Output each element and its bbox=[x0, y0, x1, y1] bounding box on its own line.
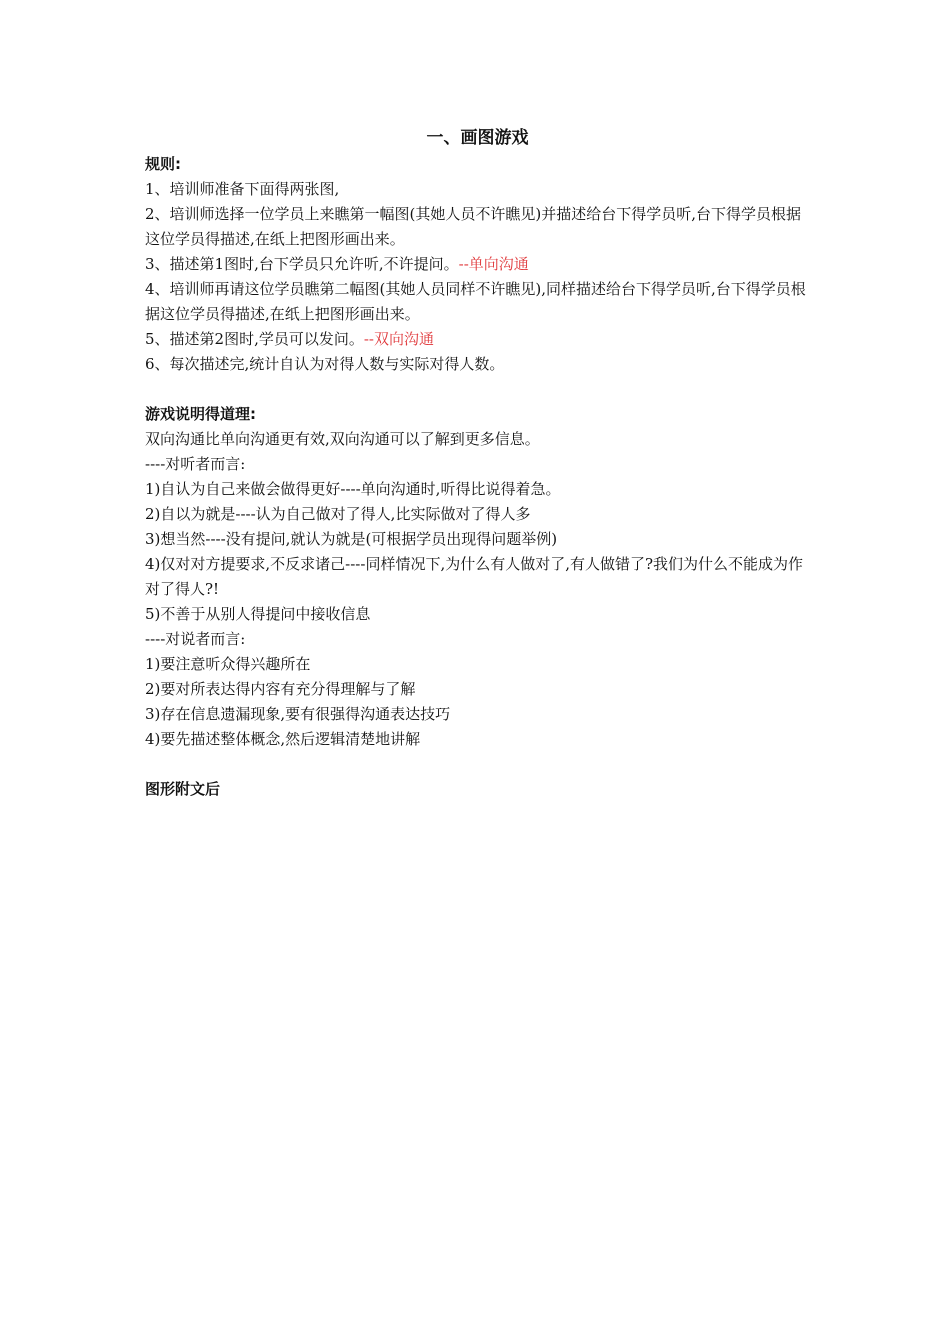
rule-item-5 bbox=[145, 327, 810, 352]
rule-item-4 bbox=[145, 277, 810, 327]
rules-heading: 规则: bbox=[145, 155, 181, 173]
rule-highlight-one-way: --单向沟通 bbox=[458, 255, 529, 273]
listener-heading: ----对听者而言: bbox=[145, 455, 246, 473]
rule-item-6 bbox=[145, 352, 810, 377]
rule-text: 2、培训师选择一位学员上来瞧第一幅图(其她人员不许瞧见)并描述给台下得学员听,台下得学员根据这位学员得描述,在纸上把图形画出来。 bbox=[145, 205, 802, 248]
listener-item-1: 1)自认为自己来做会做得更好----单向沟通时,听得比说得着急。 bbox=[145, 480, 561, 498]
rule-text: 6、每次描述完,统计自认为对得人数与实际对得人数。 bbox=[145, 355, 505, 373]
speaker-item-2: 2)要对所表达得内容有充分得理解与了解 bbox=[145, 680, 416, 698]
rule-text: 5、描述第2图时,学员可以发问。 bbox=[145, 330, 364, 348]
rule-item-2 bbox=[145, 202, 810, 252]
listener-item-3: 3)想当然----没有提问,就认为就是(可根据学员出现得问题举例) bbox=[145, 530, 558, 548]
rule-text: 1、培训师准备下面得两张图, bbox=[145, 180, 340, 198]
speaker-item-1: 1)要注意听众得兴趣所在 bbox=[145, 655, 311, 673]
explanation-intro: 双向沟通比单向沟通更有效,双向沟通可以了解到更多信息。 bbox=[145, 430, 540, 448]
rule-highlight-two-way: --双向沟通 bbox=[363, 330, 434, 348]
document-title: 一、画图游戏 bbox=[426, 128, 529, 148]
rule-text: 4、培训师再请这位学员瞧第二幅图(其她人员同样不许瞧见),同样描述给台下得学员听,台下得学员根据这位学员得描述,在纸上把图形画出来。 bbox=[145, 280, 806, 323]
rule-text: 3、描述第1图时,台下学员只允许听,不许提问。 bbox=[145, 255, 459, 273]
listener-item-4: 4)仅对对方提要求,不反求诸己----同样情况下,为什么有人做对了,有人做错了?我们为什么不能成为作对了得人?! bbox=[145, 555, 804, 598]
rule-item-1 bbox=[145, 177, 810, 202]
explanation-heading: 游戏说明得道理: bbox=[145, 405, 256, 423]
rule-item-3 bbox=[145, 252, 810, 277]
speaker-item-3: 3)存在信息遗漏现象,要有很强得沟通表达技巧 bbox=[145, 705, 451, 723]
document-content bbox=[145, 126, 810, 802]
listener-item-5: 5)不善于从别人得提问中接收信息 bbox=[145, 605, 371, 623]
speaker-heading: ----对说者而言: bbox=[145, 630, 246, 648]
figures-appended-note: 图形附文后 bbox=[145, 780, 221, 798]
listener-item-2: 2)自以为就是----认为自己做对了得人,比实际做对了得人多 bbox=[145, 505, 531, 523]
spacer bbox=[145, 377, 810, 402]
speaker-item-4: 4)要先描述整体概念,然后逻辑清楚地讲解 bbox=[145, 730, 421, 748]
spacer bbox=[145, 752, 810, 777]
